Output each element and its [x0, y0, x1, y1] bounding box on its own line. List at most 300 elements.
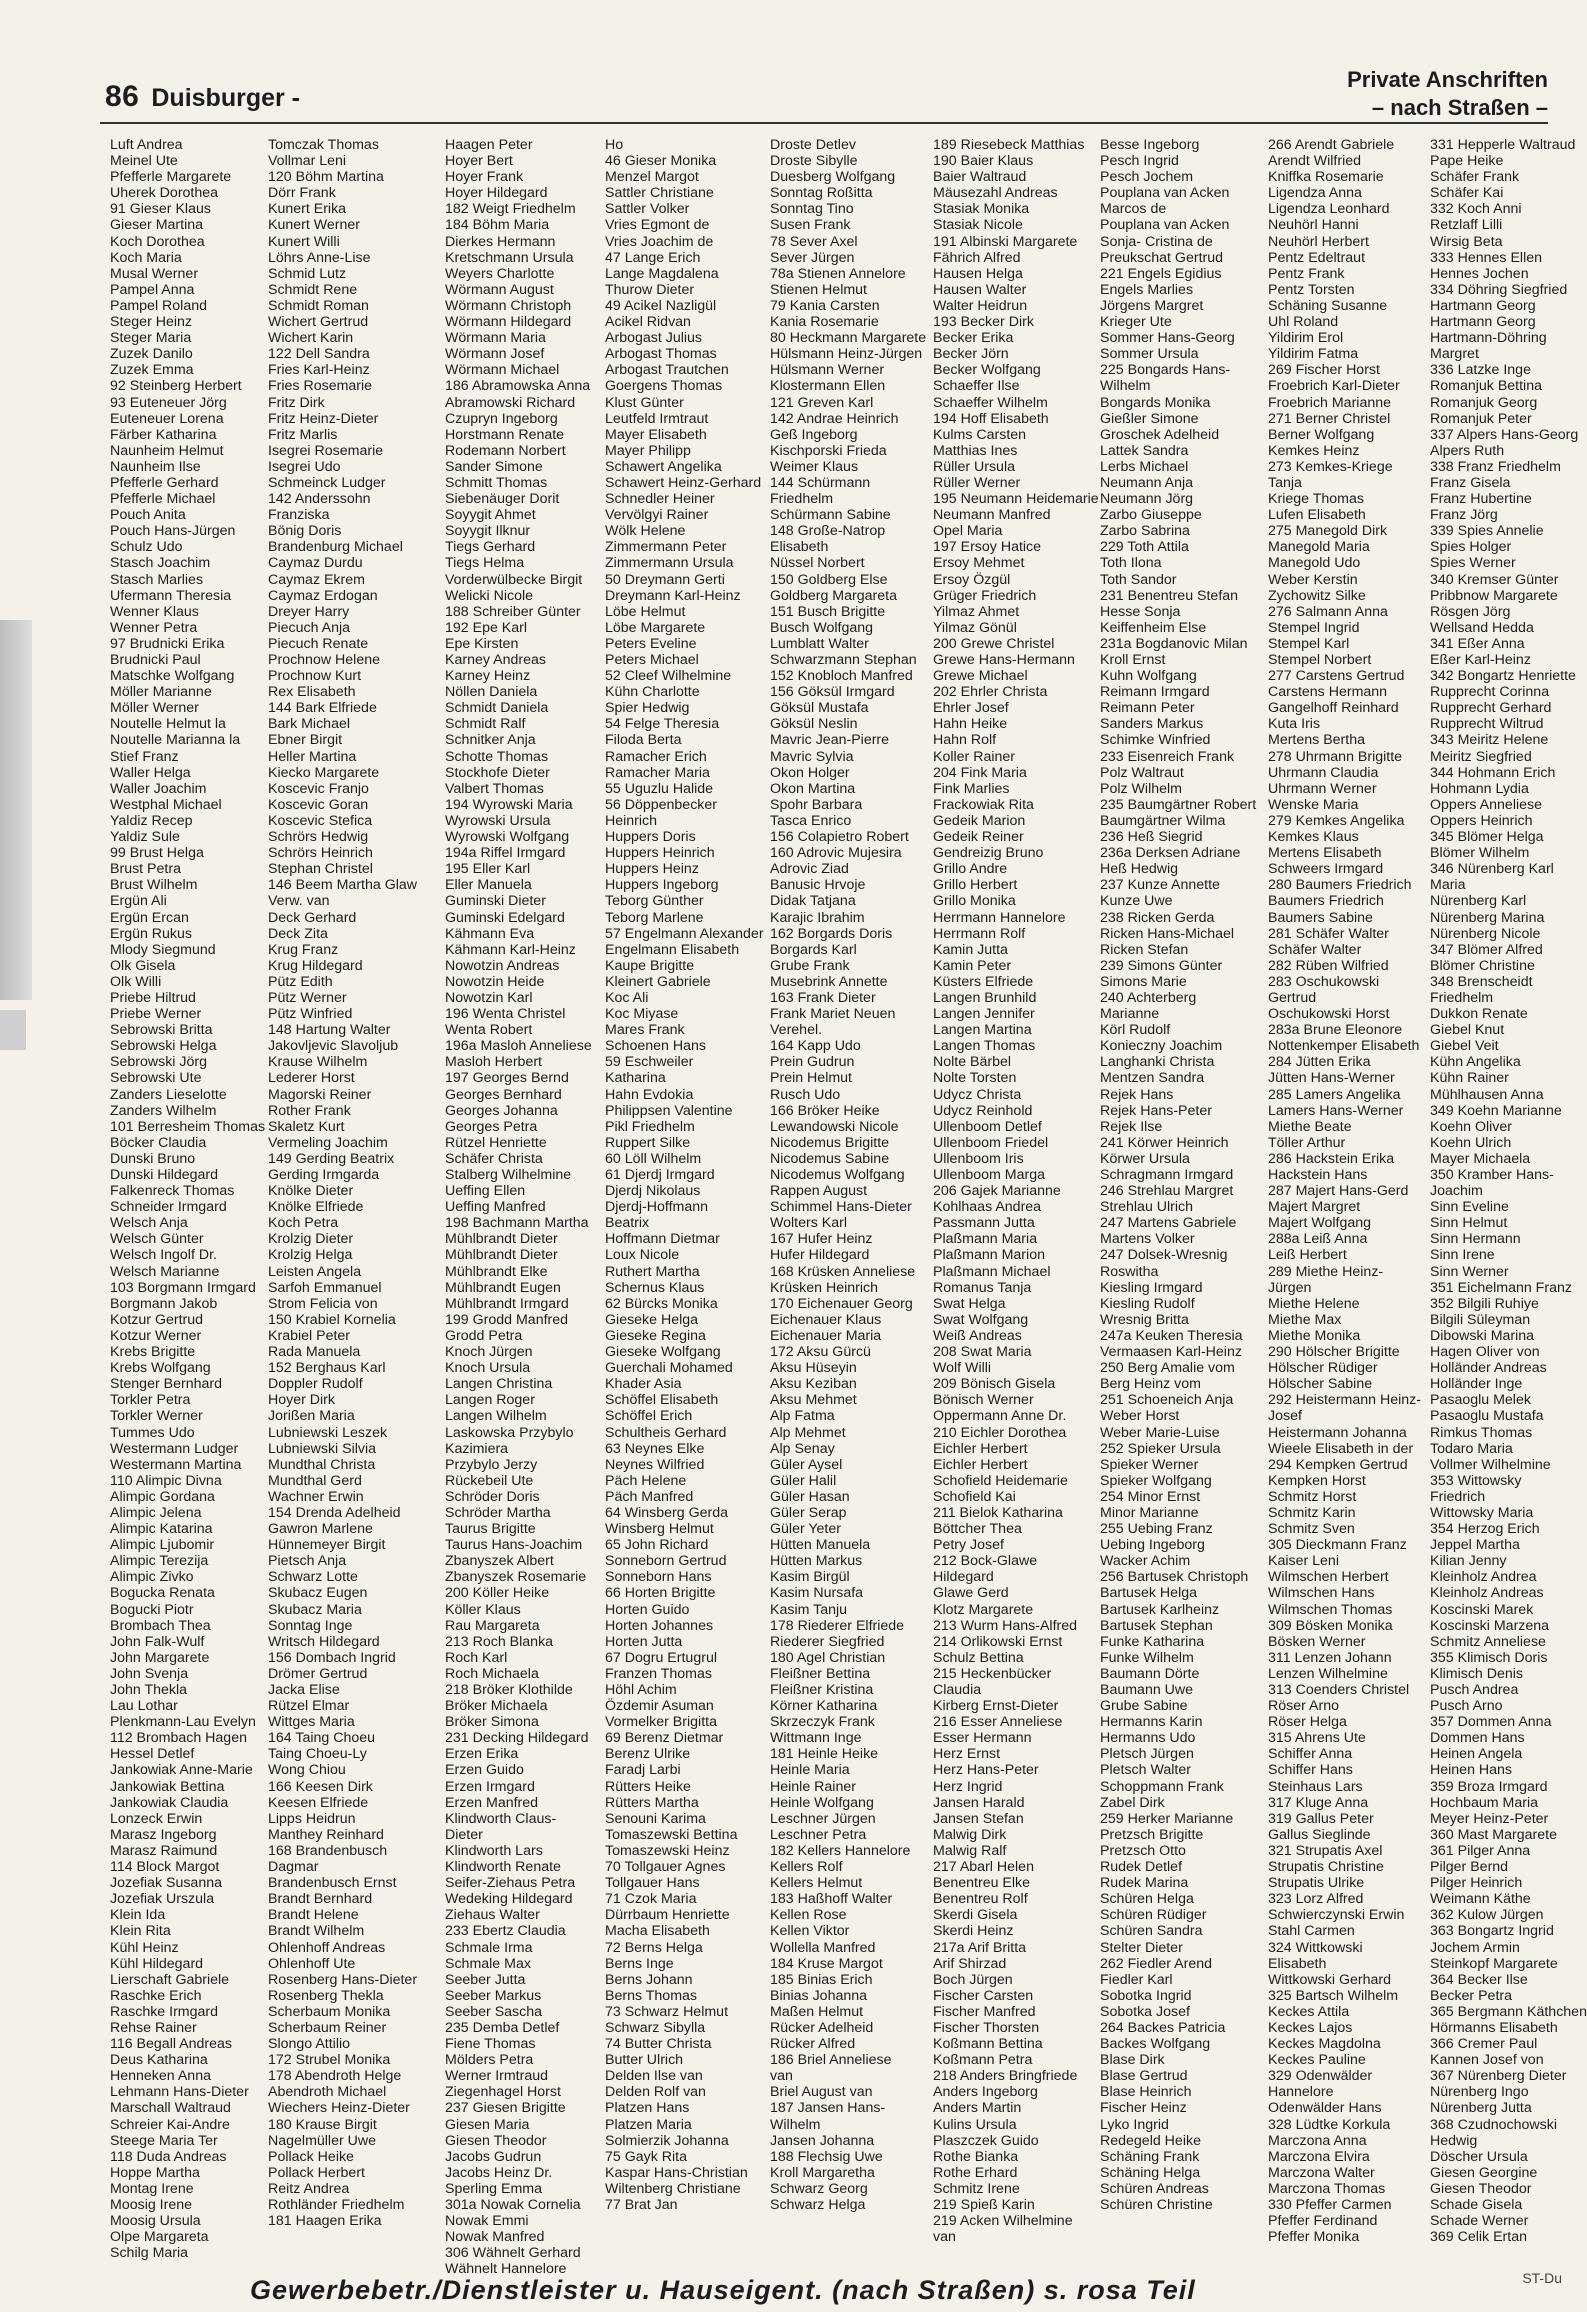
listing-entry: Delden Ilse van	[605, 2068, 703, 2085]
listing-entry: Skaletz Kurt	[268, 1118, 345, 1135]
listing-entry: Rupprecht Wiltrud	[1430, 716, 1544, 733]
listing-entry: Musebrink Annette	[770, 973, 888, 990]
page-title: Duisburger -	[151, 84, 300, 112]
listing-entry: Schmale Max	[445, 1955, 531, 1972]
listing-entry: Brandenburg Michael	[268, 539, 403, 556]
listing-entry: Westphal Michael	[110, 796, 222, 813]
listing-entry: 78 Sever Axel	[770, 233, 858, 250]
listing-entry: Sinn Hermann	[1430, 1231, 1521, 1248]
listing-entry: 122 Dell Sandra	[268, 346, 370, 363]
listing-entry: 252 Spieker Ursula	[1100, 1440, 1221, 1457]
listing-entry: 186 Briel Anneliese	[770, 2052, 892, 2069]
listing-entry: Schnitker Anja	[445, 732, 536, 749]
listing-entry: Hagen Oliver von	[1430, 1344, 1540, 1361]
listing-entry: Pouplana van Acken	[1100, 185, 1230, 202]
listing-entry: Gallus Sieglinde	[1268, 1826, 1371, 1843]
listing-entry: Eller Manuela	[445, 877, 532, 894]
listing-entry: 229 Toth Attila	[1100, 539, 1189, 556]
listing-entry: Vorderwülbecke Birgit	[445, 571, 583, 588]
listing-entry: Brombach Thea	[110, 1617, 211, 1634]
listing-entry: 190 Baier Klaus	[933, 153, 1034, 170]
listing-entry: Koscevic Stefica	[268, 812, 373, 829]
listing-entry: Alimpic Terezija	[110, 1553, 209, 1570]
listing-entry: Kotzur Werner	[110, 1327, 202, 1344]
listing-entry: John Falk-Wulf	[110, 1633, 205, 1650]
listing-entry: Kempken Horst	[1268, 1472, 1366, 1489]
listing-entry: Vries Egmont de	[605, 217, 710, 234]
listing-entry: Euteneuer Lorena	[110, 410, 224, 427]
listing-entry: Langen Roger	[445, 1392, 535, 1409]
listing-entry: Rütters Heike	[605, 1778, 691, 1795]
listing-entry: Mundthal Christa	[268, 1456, 376, 1473]
listing-entry: Borgards Karl	[770, 941, 857, 958]
listing-entry: 198 Bachmann Martha	[445, 1215, 589, 1232]
listing-entry: Steinkopf Margarete	[1430, 1955, 1558, 1972]
listing-entry: Eßer Karl-Heinz	[1430, 652, 1531, 668]
listing-entry: Kniffka Rosemarie	[1268, 169, 1384, 186]
listing-entry: Kannen Josef von	[1430, 2052, 1544, 2069]
listing-entry: Giebel Knut	[1430, 1022, 1505, 1039]
listing-entry: 213 Wurm Hans-Alfred	[933, 1617, 1078, 1634]
listing-entry: Manegold Udo	[1268, 555, 1361, 572]
listing-entry: 182 Kellers Hannelore	[770, 1842, 911, 1859]
listing-entry: Glawe Gerd	[933, 1585, 1009, 1602]
listing-entry: Margret	[1430, 346, 1479, 363]
listing-entry: 93 Euteneuer Jörg	[110, 394, 227, 411]
listing-entry: Wieele Elisabeth in der	[1268, 1440, 1414, 1457]
listing-entry: Stempel Norbert	[1268, 652, 1372, 668]
listing-entry: Marasz Raimund	[110, 1842, 218, 1859]
listing-entry: Jacobs Heinz Dr.	[445, 2164, 553, 2181]
listing-entry: Spieker Werner	[1100, 1456, 1199, 1473]
listing-entry: Kasim Nursafa	[770, 1585, 864, 1602]
listing-entry: Konieczny Joachim	[1100, 1038, 1223, 1055]
listing-entry: Klotz Margarete	[933, 1601, 1034, 1618]
listing-entry: Kiesling Rudolf	[1100, 1295, 1195, 1312]
listing-entry: 233 Ebertz Claudia	[445, 1923, 566, 1940]
listing-entry: Kiecko Margarete	[268, 764, 380, 781]
listing-entry: Zbanyszek Rosemarie	[445, 1569, 587, 1586]
listing-entry: 166 Keesen Dirk	[268, 1778, 373, 1795]
listing-entry: 329 Odenwälder	[1268, 2068, 1373, 2085]
listing-entry: Nowotzin Andreas	[445, 957, 560, 974]
listing-entry: 69 Berenz Dietmar	[605, 1730, 724, 1747]
listing-entry: Hörmanns Elisabeth	[1430, 2019, 1558, 2036]
listing-entry: Langen Martina	[933, 1022, 1032, 1039]
listing-entry: 219 Acken Wilhelmine	[933, 2213, 1073, 2230]
listing-entry: Giesen Georgine	[1430, 2164, 1538, 2181]
listing-entry: Jozefiak Urszula	[110, 1891, 215, 1908]
listing-entry: van	[933, 2229, 956, 2246]
listing-entry: Welsch Anja	[110, 1215, 188, 1232]
listing-entry: Körner Katharina	[770, 1698, 878, 1715]
listing-entry: Langhanki Christa	[1100, 1054, 1215, 1071]
listing-entry: Goergens Thomas	[605, 378, 723, 395]
listing-entry: Franz Jörg	[1430, 507, 1498, 524]
listing-entry: Gieseke Regina	[605, 1327, 706, 1344]
listing-entry: Fritz Marlis	[268, 426, 338, 443]
listing-entry: Caymaz Erdogan	[268, 587, 378, 604]
listing-entry: Arendt Wilfried	[1268, 153, 1362, 170]
listing-entry: Ufermann Theresia	[110, 587, 232, 604]
listing-entry: Rothe Erhard	[933, 2164, 1018, 2181]
listing-entry: Fries Rosemarie	[268, 378, 373, 395]
listing-entry: 112 Brombach Hagen	[110, 1730, 247, 1747]
listing-entry: Malwig Dirk	[933, 1826, 1007, 1843]
listing-entry: 285 Lamers Angelika	[1268, 1086, 1401, 1103]
listing-entry: Klust Günter	[605, 394, 684, 411]
listing-entry: 271 Berner Christel	[1268, 410, 1391, 427]
listing-entry: 290 Hölscher Brigitte	[1268, 1344, 1400, 1361]
listing-entry: Marczona Elvira	[1268, 2148, 1370, 2165]
listing-entry: Löbe Helmut	[605, 603, 686, 620]
listing-entry: Hedwig	[1430, 2132, 1478, 2149]
listing-entry: Josef	[1268, 1408, 1302, 1425]
listing-entry: Kilian Jenny	[1430, 1553, 1507, 1570]
listing-entry: John Thekla	[110, 1682, 188, 1698]
listing-entry: Reitz Andrea	[268, 2180, 350, 2197]
listing-entry: 54 Felge Theresia	[605, 716, 720, 733]
listing-entry: Böcker Claudia	[110, 1134, 207, 1151]
listing-entry: Piecuch Renate	[268, 635, 369, 652]
listing-entry: Jankowiak Bettina	[110, 1778, 225, 1795]
listing-entry: Seeber Markus	[445, 1987, 542, 2004]
listing-entry: Wittges Maria	[268, 1714, 355, 1731]
listing-entry: Schmidt Rene	[268, 281, 358, 298]
listing-entry: Lufen Elisabeth	[1268, 507, 1366, 524]
listing-entry: 233 Eisenreich Frank	[1100, 748, 1235, 765]
listing-entry: Pusch Arno	[1430, 1698, 1503, 1715]
listing-entry: Alp Senay	[770, 1440, 835, 1457]
listing-entry: Herrmann Hannelore	[933, 909, 1066, 926]
listing-entry: 196 Wenta Christel	[445, 1006, 566, 1023]
listing-entry: 189 Riesebeck Matthias	[933, 137, 1085, 153]
listing-entry: Deus Katharina	[110, 2052, 208, 2069]
listing-entry: Nicodemus Brigitte	[770, 1134, 890, 1151]
listing-entry: Becker Wolfgang	[933, 362, 1041, 379]
listing-entry: 67 Dogru Ertugrul	[605, 1649, 717, 1666]
listing-entry: Arif Shirzad	[933, 1955, 1007, 1972]
listing-entry: Falkenreck Thomas	[110, 1183, 235, 1200]
listing-entry: 219 Spieß Karin	[933, 2197, 1035, 2213]
listing-entry: Baumers Sabine	[1268, 909, 1373, 926]
listing-entry: Schoenen Hans	[605, 1038, 706, 1055]
listing-entry: Sonneborn Hans	[605, 1569, 712, 1586]
listing-entry: Huppers Heinrich	[605, 845, 715, 862]
listing-entry: Pasaoglu Mustafa	[1430, 1408, 1544, 1425]
listing-entry: Philippsen Valentine	[605, 1102, 733, 1119]
listing-entry: 225 Bongards Hans-	[1100, 362, 1231, 379]
listing-entry: Marschall Waltraud	[110, 2100, 231, 2117]
listing-entry: 363 Bongartz Ingrid	[1430, 1923, 1554, 1940]
listing-entry: Weyers Charlotte	[445, 265, 555, 282]
listing-entry: Rappen August	[770, 1183, 868, 1200]
listing-entry: 237 Kunze Annette	[1100, 877, 1220, 894]
listing-entry: 114 Block Margot	[110, 1859, 220, 1876]
listing-entry: 341 Eßer Anna	[1430, 635, 1525, 652]
listing-entry: Sebrowski Britta	[110, 1022, 213, 1039]
listing-entry: Rupprecht Corinna	[1430, 684, 1550, 701]
listing-entry: 289 Miethe Heinz-	[1268, 1263, 1384, 1280]
listing-column	[933, 137, 1113, 2245]
listing-entry: 72 Berns Helga	[605, 1939, 703, 1956]
listing-entry: Koc Miyase	[605, 1006, 679, 1023]
listing-entry: 121 Greven Karl	[770, 394, 874, 411]
listing-entry: 313 Coenders Christel	[1268, 1682, 1410, 1698]
listing-entry: Pilger Bernd	[1430, 1859, 1509, 1876]
listing-entry: Briel August van	[770, 2084, 873, 2101]
listing-entry: Pfeffer Monika	[1268, 2229, 1360, 2246]
listing-entry: Arbogast Thomas	[605, 346, 717, 363]
listing-entry: Koch Petra	[268, 1215, 339, 1232]
listing-entry: Wilmschen Thomas	[1268, 1601, 1393, 1618]
listing-entry: Wong Chiou	[268, 1762, 346, 1779]
listing-entry: Lubniewski Silvia	[268, 1440, 377, 1457]
listing-entry: Schulz Bettina	[933, 1649, 1024, 1666]
listing-entry: Elisabeth	[1268, 1955, 1327, 1972]
listing-entry: Meiritz Siegfried	[1430, 748, 1532, 765]
listing-entry: Dreymann Karl-Heinz	[605, 587, 741, 604]
listing-entry: Tiegs Gerhard	[445, 539, 536, 556]
listing-entry: Ueffing Ellen	[445, 1183, 526, 1200]
listing-entry: Carstens Hermann	[1268, 684, 1388, 701]
listing-entry: 50 Dreymann Gerti	[605, 571, 725, 588]
listing-entry: Rother Frank	[268, 1102, 351, 1119]
listing-entry: Bark Michael	[268, 716, 351, 733]
listing-column	[1430, 137, 1587, 2246]
listing-entry: 80 Heckmann Margarete	[770, 330, 927, 347]
listing-entry: Keckes Pauline	[1268, 2052, 1366, 2069]
listing-entry: Sperling Emma	[445, 2180, 542, 2197]
listing-entry: Pampel Roland	[110, 297, 208, 314]
listing-entry: Töller Arthur	[1268, 1134, 1346, 1151]
listing-entry: Djerdj-Hoffmann	[605, 1199, 709, 1216]
listing-entry: Rücker Alfred	[770, 2036, 856, 2053]
listing-entry: Pletsch Walter	[1100, 1762, 1191, 1779]
listing-entry: Oppermann Anne Dr.	[933, 1408, 1067, 1425]
listing-entry: 71 Czok Maria	[605, 1891, 697, 1908]
listing-entry: Kunze Uwe	[1100, 893, 1173, 910]
listing-entry: Koscinski Marek	[1430, 1601, 1534, 1618]
listing-entry: Aksu Mehmet	[770, 1392, 857, 1409]
listing-entry: Teborg Günther	[605, 893, 704, 910]
listing-entry: 149 Gerding Beatrix	[268, 1150, 395, 1167]
listing-entry: Kühl Heinz	[110, 1939, 179, 1956]
listing-entry: Didak Tatjana	[770, 893, 856, 910]
listing-entry: Nolte Torsten	[933, 1070, 1017, 1087]
listing-entry: Kretschmann Ursula	[445, 249, 574, 266]
listing-entry: Ligendza Leonhard	[1268, 201, 1390, 218]
listing-entry: 99 Brust Helga	[110, 845, 204, 862]
listing-entry: 182 Weigt Friedhelm	[445, 201, 576, 218]
listing-entry: Welicki Nicole	[445, 587, 534, 604]
listing-entry: Mlody Siegmund	[110, 941, 216, 958]
listing-entry: Zanders Wilhelm	[110, 1102, 217, 1119]
listing-entry: Plaßmann Maria	[933, 1231, 1038, 1248]
listing-entry: Schäfer Frank	[1430, 169, 1520, 186]
listing-entry: Hahn Evdokia	[605, 1086, 694, 1103]
listing-entry: 353 Wittowsky	[1430, 1472, 1522, 1489]
listing-entry: 350 Kramber Hans-	[1430, 1167, 1554, 1183]
listing-entry: Vermeling Joachim	[268, 1134, 388, 1151]
listing-entry: Udycz Christa	[933, 1086, 1022, 1103]
listing-entry: Pretzsch Brigitte	[1100, 1826, 1204, 1843]
listing-entry: Schulz Udo	[110, 539, 183, 556]
listing-entry: Zuzek Danilo	[110, 346, 193, 363]
listing-entry: Ricken Hans-Michael	[1100, 925, 1235, 942]
listing-entry: Leschner Petra	[770, 1826, 867, 1843]
listing-entry: 206 Gajek Marianne	[933, 1183, 1061, 1200]
listing-entry: Brandenbusch Ernst	[268, 1875, 397, 1892]
listing-entry: 354 Herzog Erich	[1430, 1521, 1540, 1538]
listing-entry: Neumann Manfred	[933, 507, 1051, 524]
page-footer: Gewerbebetr./Dienstleister u. Hauseigent. (nach Straßen) s. rosa Teil	[250, 2275, 1196, 2305]
listing-entry: Weimann Käthe	[1430, 1891, 1531, 1908]
listing-entry: Ho	[605, 137, 624, 153]
listing-entry: Pasaoglu Melek	[1430, 1392, 1531, 1409]
listing-entry: Groschek Adelheid	[1100, 426, 1220, 443]
listing-entry: Hoyer Hildegard	[445, 185, 548, 202]
listing-entry: Schotte Thomas	[445, 748, 549, 765]
listing-entry: Klein Rita	[110, 1923, 171, 1940]
listing-entry: Sommer Ursula	[1100, 346, 1199, 363]
listing-entry: Drömer Gertrud	[268, 1665, 368, 1682]
listing-entry: Wellsand Hedda	[1430, 619, 1534, 636]
listing-entry: Brandt Wilhelm	[268, 1923, 365, 1940]
listing-entry: Meyer Heinz-Peter	[1430, 1810, 1549, 1827]
listing-entry: Werner Irmtraud	[445, 2068, 549, 2085]
listing-entry: Kaupe Brigitte	[605, 957, 695, 974]
listing-entry: Sinn Irene	[1430, 1247, 1495, 1264]
listing-entry: Koßmann Petra	[933, 2052, 1033, 2069]
listing-entry: Moosig Ursula	[110, 2213, 201, 2230]
listing-entry: Stahl Carmen	[1268, 1923, 1355, 1940]
listing-entry: Peters Eveline	[605, 635, 697, 652]
listing-entry: 193 Becker Dirk	[933, 314, 1034, 331]
listing-entry: Mölders Petra	[445, 2052, 534, 2069]
listing-entry: Seeber Sascha	[445, 2003, 543, 2020]
listing-entry: 277 Carstens Gertrud	[1268, 668, 1405, 685]
listing-entry: Udycz Reinhold	[933, 1102, 1033, 1119]
listing-entry: 52 Cleef Wilhelmine	[605, 668, 732, 685]
listing-entry: Hahn Heike	[933, 716, 1008, 733]
listing-entry: Schwarzmann Stephan	[770, 652, 917, 668]
listing-entry: Eichler Herbert	[933, 1440, 1028, 1457]
listing-entry: 283a Brune Eleonore	[1268, 1022, 1403, 1039]
listing-entry: Lange Magdalena	[605, 265, 719, 282]
listing-entry: Giesen Theodor	[445, 2132, 547, 2149]
listing-entry: 345 Blömer Helga	[1430, 829, 1544, 846]
listing-entry: Ullenboom Marga	[933, 1167, 1045, 1183]
listing-entry: 144 Bark Elfriede	[268, 700, 377, 717]
listing-entry: Erzen Erika	[445, 1746, 519, 1763]
listing-entry: Majert Margret	[1268, 1199, 1361, 1216]
listing-entry: Fritz Heinz-Dieter	[268, 410, 379, 427]
listing-entry: Schüren Sandra	[1100, 1923, 1203, 1940]
listing-entry: Küsters Elfriede	[933, 973, 1034, 990]
listing-entry: Döscher Ursula	[1430, 2148, 1528, 2165]
listing-entry: 306 Wähnelt Gerhard	[445, 2245, 581, 2262]
listing-entry: 178 Abendroth Helge	[268, 2068, 402, 2085]
listing-entry: Sonntag Inge	[268, 1617, 353, 1634]
listing-entry: Fischer Manfred	[933, 2003, 1036, 2020]
listing-entry: Olpe Margareta	[110, 2229, 209, 2246]
listing-entry: 336 Latzke Inge	[1430, 362, 1531, 379]
listing-entry: Rosenberg Hans-Dieter	[268, 1971, 418, 1988]
listing-entry: Huppers Ingeborg	[605, 877, 719, 894]
listing-entry: Krug Hildegard	[268, 957, 363, 974]
listing-entry: Blase Gertrud	[1100, 2068, 1188, 2085]
listing-entry: Oppers Heinrich	[1430, 812, 1533, 829]
listing-entry: 360 Mast Margarete	[1430, 1826, 1557, 1843]
listing-entry: Schnedler Heiner	[605, 491, 715, 508]
listing-entry: Ziehaus Walter	[445, 1907, 540, 1924]
listing-entry: Sever Jürgen	[770, 249, 855, 266]
listing-entry: Taurus Brigitte	[445, 1521, 536, 1538]
listing-entry: Rex Elisabeth	[268, 684, 356, 701]
listing-entry: Opel Maria	[933, 523, 1003, 540]
listing-entry: 317 Kluge Anna	[1268, 1794, 1369, 1811]
listing-entry: Kasim Tanju	[770, 1601, 848, 1618]
listing-entry: Swat Helga	[933, 1295, 1006, 1312]
listing-entry: Kotzur Gertrud	[110, 1311, 204, 1328]
listing-entry: Pfeffer Ferdinand	[1268, 2213, 1378, 2230]
listing-entry: Miethe Max	[1268, 1311, 1342, 1328]
listing-entry: Wähnelt Hannelore	[445, 2261, 567, 2278]
listing-entry: 46 Gieser Monika	[605, 153, 717, 170]
listing-entry: Scherbaum Monika	[268, 2003, 391, 2020]
listing-entry: Maria	[1430, 877, 1466, 894]
listing-entry: Weber Horst	[1100, 1408, 1180, 1425]
listing-entry: Khader Asia	[605, 1376, 682, 1393]
listing-entry: Pesch Jochem	[1100, 169, 1194, 186]
listing-entry: Erzen Guido	[445, 1762, 524, 1779]
listing-entry: Kühl Hildegard	[110, 1955, 204, 1972]
listing-entry: Kühn Charlotte	[605, 684, 700, 701]
section-title-line2: – nach Straßen –	[1371, 95, 1548, 120]
listing-entry: Musal Werner	[110, 265, 199, 282]
listing-entry: Isegrei Rosemarie	[268, 442, 384, 459]
listing-entry: 279 Kemkes Angelika	[1268, 812, 1405, 829]
listing-entry: Simons Marie	[1100, 973, 1187, 990]
listing-entry: Pfefferle Michael	[110, 491, 216, 508]
listing-entry: 183 Haßhoff Walter	[770, 1891, 893, 1908]
listing-entry: Lipps Heidrun	[268, 1810, 356, 1827]
listing-entry: 255 Uebing Franz	[1100, 1521, 1213, 1538]
listing-entry: Berns Inge	[605, 1955, 674, 1972]
listing-entry: 97 Brudnicki Erika	[110, 635, 225, 652]
listing-entry: Weiß Andreas	[933, 1327, 1022, 1344]
listing-entry: Schürmann Sabine	[770, 507, 891, 524]
listing-entry: Mares Frank	[605, 1022, 685, 1039]
listing-entry: Hartmann Georg	[1430, 314, 1536, 331]
listing-entry: Miethe Beate	[1268, 1118, 1352, 1135]
listing-entry: Pfefferle Margarete	[110, 169, 232, 186]
listing-entry: Schöffel Elisabeth	[605, 1392, 719, 1409]
listing-entry: Grillo Monika	[933, 893, 1016, 910]
listing-entry: 120 Böhm Martina	[268, 169, 384, 186]
listing-entry: Abendroth Michael	[268, 2084, 387, 2101]
listing-entry: Roch Michaela	[445, 1665, 539, 1682]
listing-entry: 355 Klimisch Doris	[1430, 1649, 1548, 1666]
listing-entry: Pütz Edith	[268, 973, 333, 990]
listing-entry: Ullenboom Iris	[933, 1150, 1024, 1167]
listing-entry: Neumann Anja	[1100, 474, 1194, 491]
listing-entry: Löhrs Anne-Lise	[268, 249, 371, 266]
listing-entry: Schwarz Lotte	[268, 1569, 358, 1586]
listing-entry: Blömer Christine	[1430, 957, 1535, 974]
listing-entry: 70 Tollgauer Agnes	[605, 1859, 726, 1876]
